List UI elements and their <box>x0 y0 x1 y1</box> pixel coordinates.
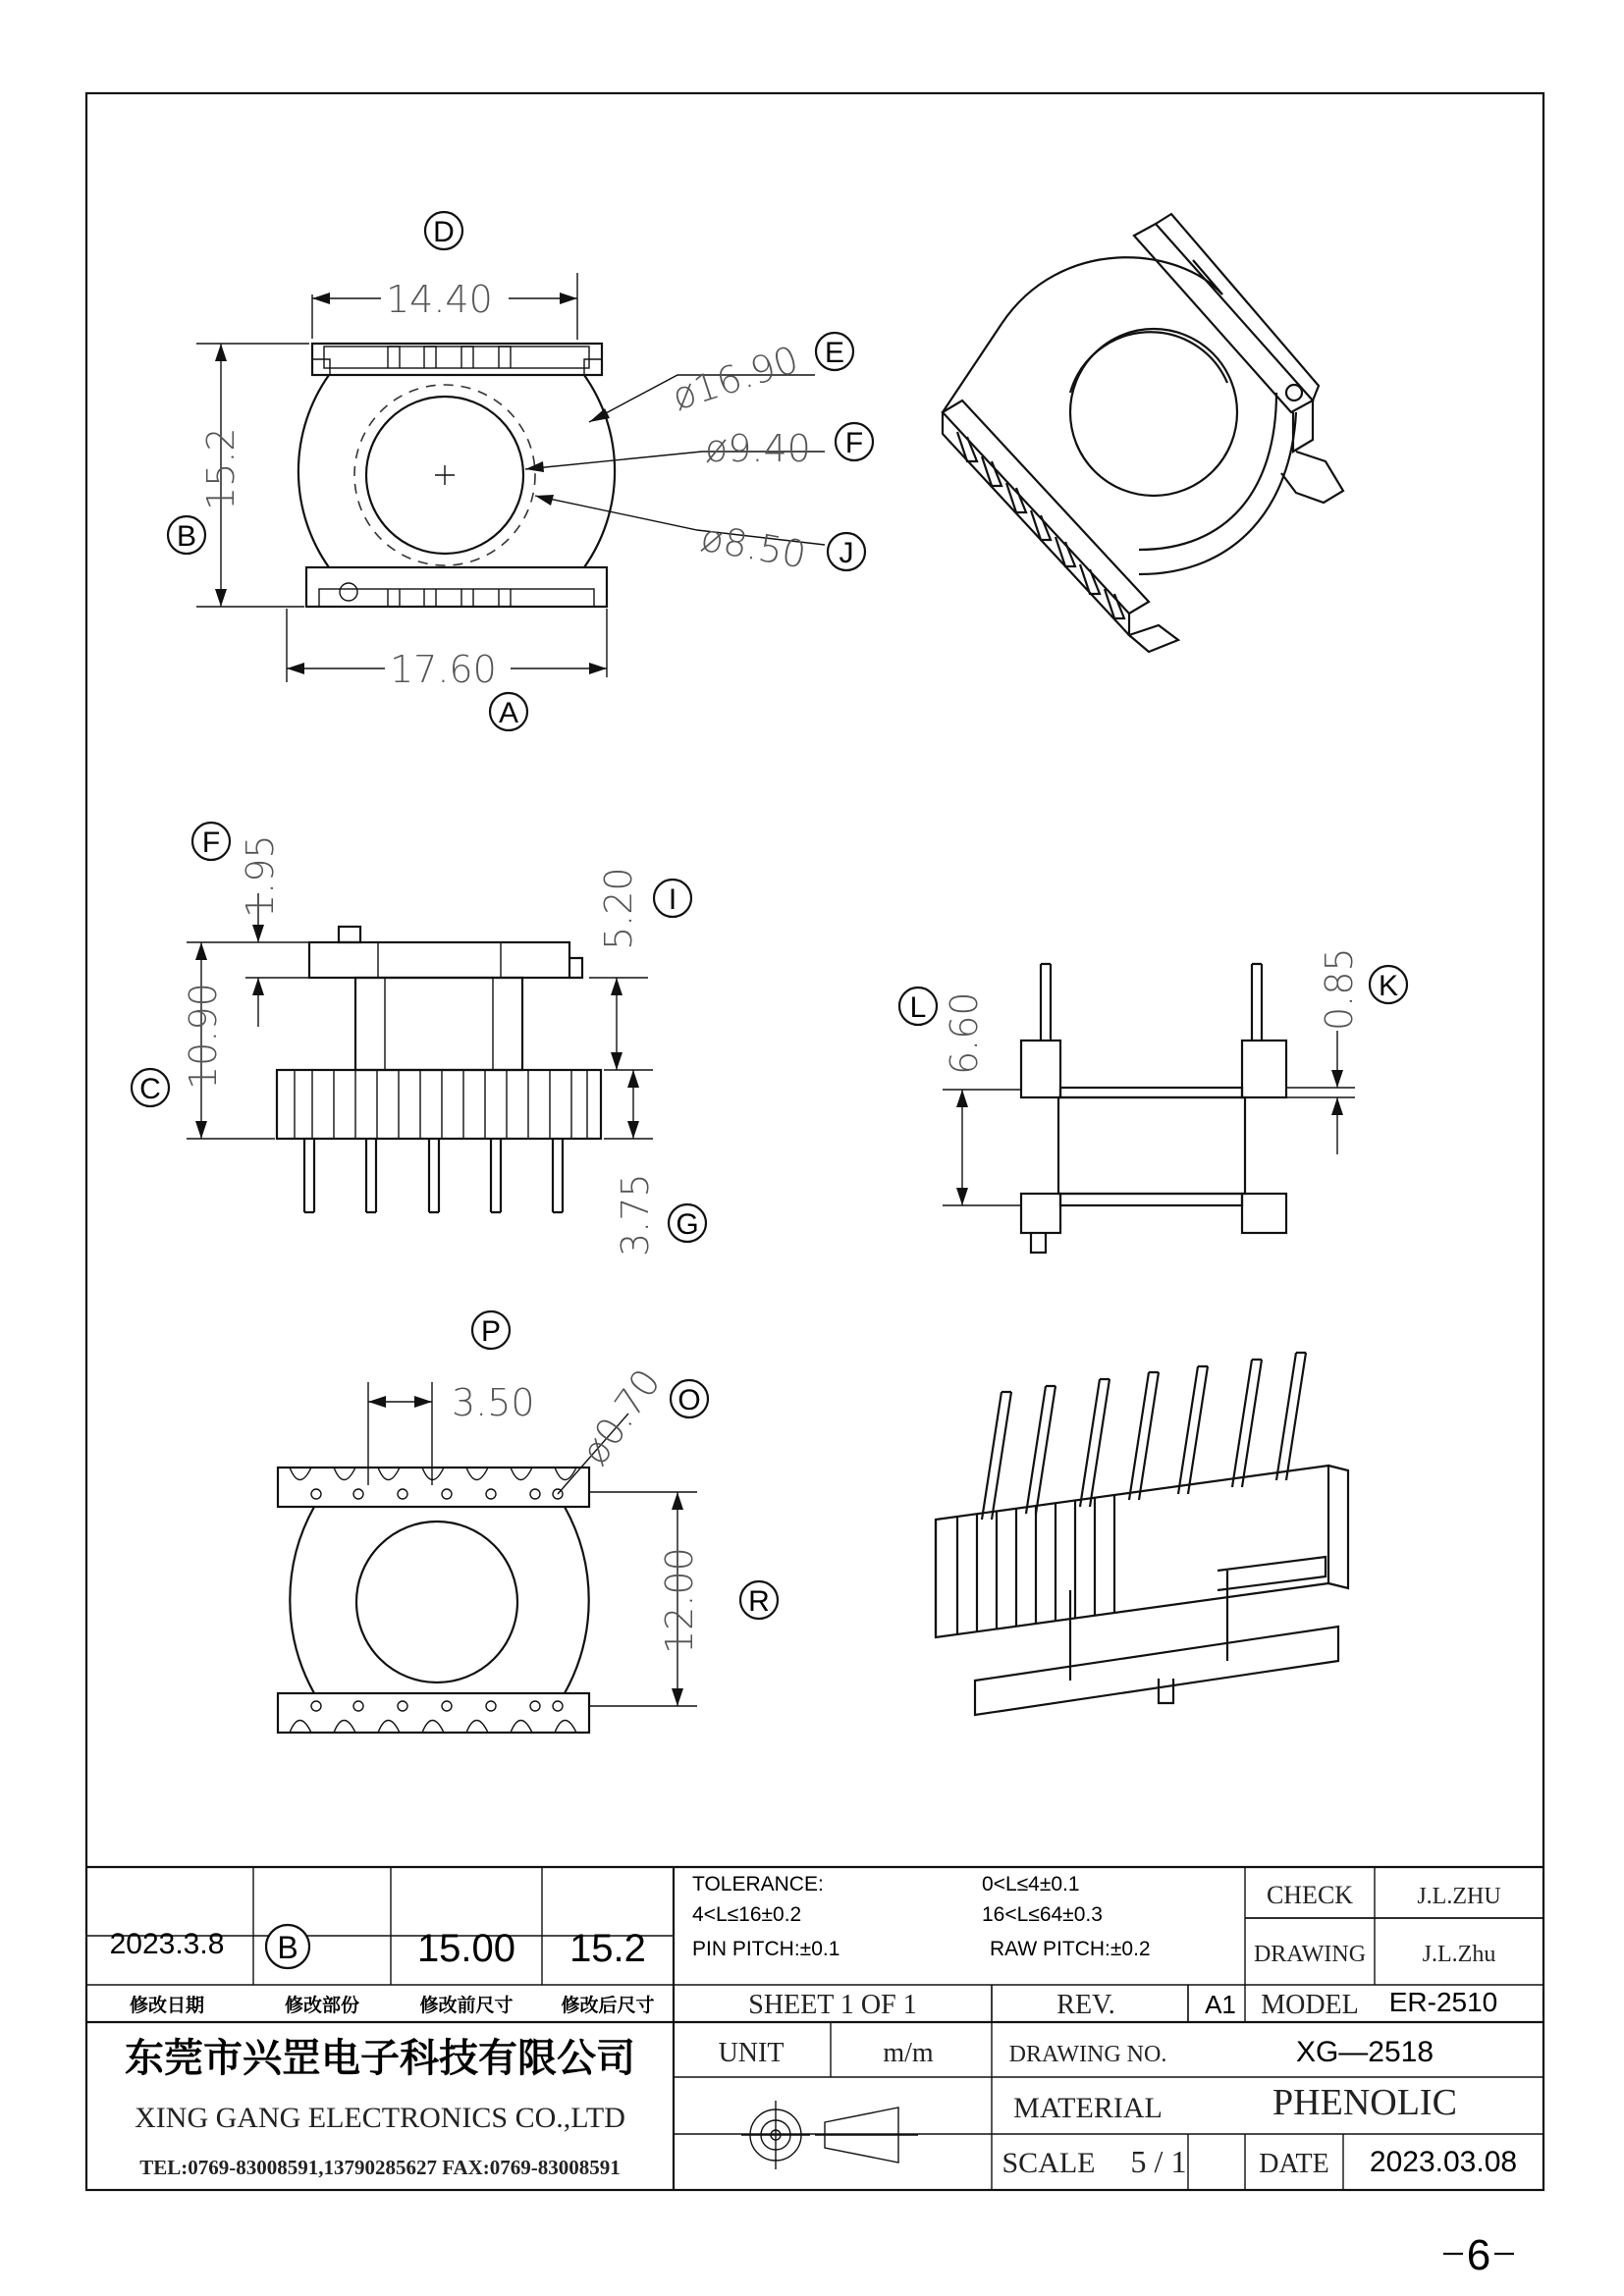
svg-text:O: O <box>677 1384 701 1416</box>
sheet-label: SHEET 1 OF 1 <box>748 1990 917 2020</box>
front-view-dims <box>182 834 657 1256</box>
svg-text:L: L <box>909 991 927 1024</box>
page-number <box>1443 2231 1514 2279</box>
callout-l <box>899 988 937 1025</box>
pin-pitch: PIN PITCH:±0.1 <box>692 1938 840 1960</box>
dim-dia-outer: ø16.90 <box>667 337 804 419</box>
top-view-dims <box>196 273 825 691</box>
svg-text:K: K <box>1378 970 1399 1002</box>
dim-bottom-width: 17.60 <box>390 648 497 691</box>
drawing-value: J.L.Zhu <box>1422 1942 1496 1967</box>
svg-text:F: F <box>201 827 221 859</box>
iso-view-bottom <box>936 1353 1348 1715</box>
svg-text:I: I <box>668 883 677 916</box>
dim-pin-length: 3.75 <box>614 1173 657 1256</box>
rev-before: 15.00 <box>416 1927 516 1970</box>
tolerance-2: 4<L≤16±0.2 <box>692 1903 802 1926</box>
callout-k <box>1370 966 1407 1003</box>
label-before: 修改前尺寸 <box>419 1996 514 2016</box>
svg-text:B: B <box>176 520 197 553</box>
svg-text:P: P <box>480 1315 502 1348</box>
model-label: MODEL <box>1261 1990 1359 2020</box>
callout-d <box>425 212 462 249</box>
dim-side-pin: 0.85 <box>1318 947 1361 1031</box>
tolerance-title: TOLERANCE: <box>692 1873 824 1896</box>
bottom-view-dims <box>368 1362 701 1706</box>
company-en: XING GANG ELECTRONICS CO.,LTD <box>135 2102 625 2134</box>
dim-flange-top: 1.95 <box>239 834 282 918</box>
rev-value: A1 <box>1205 1990 1236 2019</box>
projection-symbol <box>741 2101 918 2169</box>
check-value: J.L.ZHU <box>1417 1884 1501 1909</box>
unit-value: m/m <box>883 2038 934 2068</box>
bottom-view <box>278 1468 589 1733</box>
dim-dia-inner: ø8.50 <box>697 515 810 577</box>
svg-text:E: E <box>824 337 845 369</box>
side-view-dims <box>943 947 1361 1205</box>
rev-label: REV. <box>1056 1990 1115 2020</box>
callout-p <box>472 1311 510 1349</box>
svg-text:C: C <box>139 1073 161 1105</box>
callout-r <box>740 1581 778 1619</box>
label-date: 修改日期 <box>129 1996 205 2016</box>
callout-o <box>671 1380 708 1417</box>
scale-label: SCALE <box>1001 2147 1096 2179</box>
callout-g <box>669 1204 706 1242</box>
dim-top-width: 14.40 <box>386 278 493 321</box>
callout-j <box>828 533 865 570</box>
rev-part: B <box>277 1930 298 1965</box>
unit-label: UNIT <box>718 2038 785 2068</box>
svg-text:R: R <box>748 1585 770 1618</box>
dim-window-height: 12.00 <box>658 1547 701 1654</box>
label-after: 修改后尺寸 <box>561 1996 655 2016</box>
tolerance-1: 0<L≤4±0.1 <box>982 1873 1080 1896</box>
rev-date: 2023.3.8 <box>109 1928 225 1960</box>
contact: TEL:0769-83008591,13790285627 FAX:0769-83008591 <box>139 2156 621 2179</box>
callout-c <box>132 1069 169 1106</box>
tolerance-3: 16<L≤64±0.3 <box>982 1903 1103 1926</box>
material-label: MATERIAL <box>1013 2092 1163 2124</box>
model-value: ER-2510 <box>1388 1987 1498 2017</box>
company-cn: 东莞市兴罡电子科技有限公司 <box>125 2037 635 2080</box>
front-view <box>277 927 601 1212</box>
svg-text:F: F <box>844 427 864 459</box>
date-label: DATE <box>1259 2149 1329 2179</box>
side-view <box>1021 964 1286 1253</box>
callout-b <box>168 516 205 554</box>
callout-i <box>654 880 691 917</box>
dim-pin-pitch: 3.50 <box>452 1381 535 1424</box>
page-number-text: 6 <box>1466 2231 1491 2279</box>
drawing-no-label: DRAWING NO. <box>1008 2042 1167 2067</box>
callout-a <box>490 693 527 730</box>
svg-text:A: A <box>498 697 519 729</box>
date-value: 2023.03.08 <box>1369 2146 1518 2178</box>
check-label: CHECK <box>1266 1881 1354 1909</box>
svg-text:G: G <box>676 1208 699 1241</box>
iso-view-top <box>943 214 1343 652</box>
callout-e <box>816 333 853 370</box>
raw-pitch: RAW PITCH:±0.2 <box>990 1938 1151 1960</box>
dim-upper-height: 5.20 <box>597 867 640 950</box>
callout-f2 <box>192 823 230 860</box>
callouts <box>132 212 1407 1619</box>
label-part: 修改部份 <box>284 1996 360 2016</box>
title-block <box>86 1867 1543 2190</box>
svg-text:J: J <box>839 537 854 569</box>
top-view <box>298 344 615 607</box>
scale-value: 5 / 1 <box>1130 2144 1187 2179</box>
rev-after: 15.2 <box>569 1927 646 1970</box>
callout-f <box>836 423 873 460</box>
dim-pin-dia: ø0.70 <box>572 1361 670 1473</box>
material-value: PHENOLIC <box>1272 2082 1457 2123</box>
dim-dia-mid: ø9.40 <box>705 427 811 470</box>
drawing-no-value: XG—2518 <box>1295 2036 1435 2068</box>
dim-side-height: 6.60 <box>943 991 986 1075</box>
dim-total-height: 10.90 <box>182 983 225 1090</box>
dim-left-height: 15.2 <box>199 427 243 510</box>
svg-text:D: D <box>433 216 455 248</box>
drawing-label: DRAWING <box>1253 1942 1367 1967</box>
